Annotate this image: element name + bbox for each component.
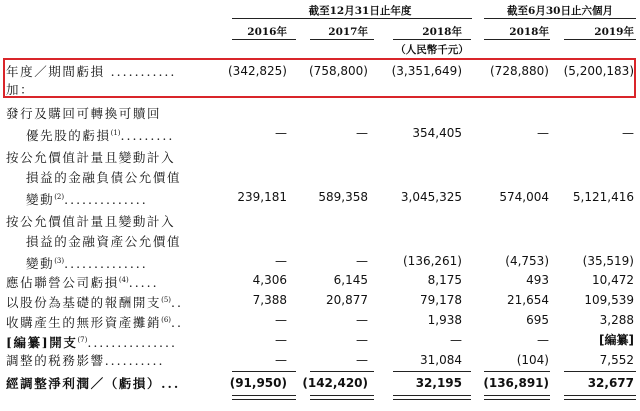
year-rule-2017 <box>310 39 374 40</box>
table-row-total <box>0 374 640 393</box>
header-unit: （人民幣千元） <box>395 44 469 56</box>
footnote-ref: (7) <box>77 336 88 344</box>
table-row <box>0 311 640 330</box>
cell: — <box>537 333 549 347</box>
leader-dots: .. <box>171 315 183 330</box>
cell: — <box>356 254 368 268</box>
cell: — <box>450 333 462 347</box>
header-year-2016: 2016年 <box>247 26 287 38</box>
cell: — <box>275 126 287 140</box>
row-label: 優先股的虧損 <box>26 128 111 143</box>
table-row <box>0 188 640 207</box>
total-double-rule <box>232 395 296 400</box>
year-rule-2019-half <box>564 39 636 40</box>
cell: (342,825) <box>228 64 287 78</box>
cell: 354,405 <box>412 126 462 140</box>
cell: (5,200,183) <box>563 64 634 78</box>
table-row <box>0 62 640 81</box>
cell: 3,045,325 <box>400 190 462 204</box>
cell: 695 <box>526 313 549 327</box>
header-rule-half <box>484 18 636 19</box>
subtotal-rule <box>484 371 550 372</box>
leader-dots: .............. <box>64 256 148 271</box>
cell: (136,261) <box>403 254 462 268</box>
cell: 21,654 <box>507 293 549 307</box>
header-year-2019-half: 2019年 <box>594 26 634 38</box>
table-row <box>0 124 640 143</box>
cell: (3,351,649) <box>391 64 462 78</box>
leader-dots: ......... <box>120 128 175 143</box>
cell: 31,084 <box>420 353 462 367</box>
row-label: 經調整淨利潤／（虧損） <box>6 376 162 391</box>
cell: (91,950) <box>229 376 287 390</box>
cell: 5,121,416 <box>572 190 634 204</box>
cell: — <box>356 353 368 367</box>
footnote-ref: (5) <box>161 296 172 304</box>
header-year-2017: 2017年 <box>328 26 368 38</box>
table-row <box>0 168 640 187</box>
cell: — <box>275 254 287 268</box>
cell: (142,420) <box>302 376 368 390</box>
leader-dots: ............... <box>87 335 177 350</box>
cell: 32,677 <box>587 376 634 390</box>
footnote-ref: (2) <box>54 193 65 201</box>
cell: 1,938 <box>427 313 462 327</box>
header-group-six-months: 截至6月30日止六個月 <box>507 5 613 17</box>
leader-dots: ... <box>161 376 181 391</box>
cell: 574,004 <box>499 190 549 204</box>
year-rule-2016 <box>232 39 296 40</box>
row-label: 變動 <box>26 256 55 271</box>
cell: — <box>356 126 368 140</box>
row-label: 收購產生的無形資產攤銷 <box>6 315 162 330</box>
cell: 7,552 <box>599 353 634 367</box>
cell: 3,288 <box>599 313 634 327</box>
cell: (35,519) <box>582 254 634 268</box>
year-rule-2018-half <box>484 39 550 40</box>
footnote-ref: (3) <box>54 257 65 265</box>
cell: (104) <box>516 353 549 367</box>
table-row <box>0 104 640 123</box>
row-label: 應佔聯營公司虧損 <box>6 275 119 290</box>
footnote-ref: (1) <box>110 129 121 137</box>
cell: 239,181 <box>237 190 287 204</box>
subtotal-rule <box>310 371 374 372</box>
footnote-ref: (6) <box>161 316 172 324</box>
total-double-rule <box>564 395 636 400</box>
header-group-fiscal-year: 截至12月31日止年度 <box>308 5 412 17</box>
total-double-rule <box>393 395 471 400</box>
table-row <box>0 80 640 99</box>
table-row <box>0 148 640 167</box>
cell: (728,880) <box>490 64 549 78</box>
cell: (136,891) <box>483 376 549 390</box>
cell: 4,306 <box>252 273 287 287</box>
table-row <box>0 252 640 271</box>
cell: 8,175 <box>427 273 462 287</box>
table-row <box>0 271 640 290</box>
cell: 79,178 <box>420 293 462 307</box>
row-label: 調整的税務影響 <box>6 353 105 368</box>
year-rule-2018 <box>393 39 471 40</box>
cell: 6,145 <box>333 273 368 287</box>
table-row <box>0 232 640 251</box>
cell: (758,800) <box>309 64 368 78</box>
table-row <box>0 291 640 310</box>
cell: 20,877 <box>326 293 368 307</box>
subtotal-rule <box>393 371 471 372</box>
cell: 109,539 <box>584 293 634 307</box>
cell: 7,388 <box>252 293 287 307</box>
cell: — <box>356 333 368 347</box>
leader-dots: .............. <box>64 192 148 207</box>
row-label: 損益的金融資產公允價值 <box>26 234 182 249</box>
leader-dots: ..... <box>128 275 159 290</box>
row-label: 加： <box>6 82 35 97</box>
cell: 493 <box>526 273 549 287</box>
table-row <box>0 212 640 231</box>
total-double-rule <box>484 395 550 400</box>
row-label: 發行及購回可轉換可贖回 <box>6 106 162 121</box>
row-label: 按公允價值計量且變動計入 <box>6 214 176 229</box>
table-row <box>0 331 640 350</box>
row-label: 變動 <box>26 192 55 207</box>
row-label: 按公允價值計量且變動計入 <box>6 150 176 165</box>
cell: 589,358 <box>318 190 368 204</box>
row-label: 年度／期間虧損 <box>6 64 105 79</box>
cell: 10,472 <box>592 273 634 287</box>
total-double-rule <box>310 395 374 400</box>
leader-dots: ........... <box>104 64 177 79</box>
header-year-2018-half: 2018年 <box>509 26 549 38</box>
header-year-2018: 2018年 <box>422 26 462 38</box>
table-row <box>0 351 640 370</box>
cell: 32,195 <box>415 376 462 390</box>
cell: [編纂] <box>599 333 634 347</box>
row-label: [編纂]開支 <box>6 335 78 350</box>
footnote-ref: (4) <box>118 276 129 284</box>
cell: — <box>275 333 287 347</box>
cell: (4,753) <box>505 254 549 268</box>
subtotal-rule <box>232 371 296 372</box>
cell: — <box>356 313 368 327</box>
leader-dots: .. <box>171 295 183 310</box>
leader-dots: .......... <box>104 353 165 368</box>
cell: — <box>275 353 287 367</box>
cell: — <box>275 313 287 327</box>
header-rule-fiscal <box>232 18 472 19</box>
subtotal-rule <box>564 371 636 372</box>
row-label: 損益的金融負債公允價值 <box>26 170 182 185</box>
row-label: 以股份為基礎的報酬開支 <box>6 295 162 310</box>
cell: — <box>622 126 634 140</box>
cell: — <box>537 126 549 140</box>
